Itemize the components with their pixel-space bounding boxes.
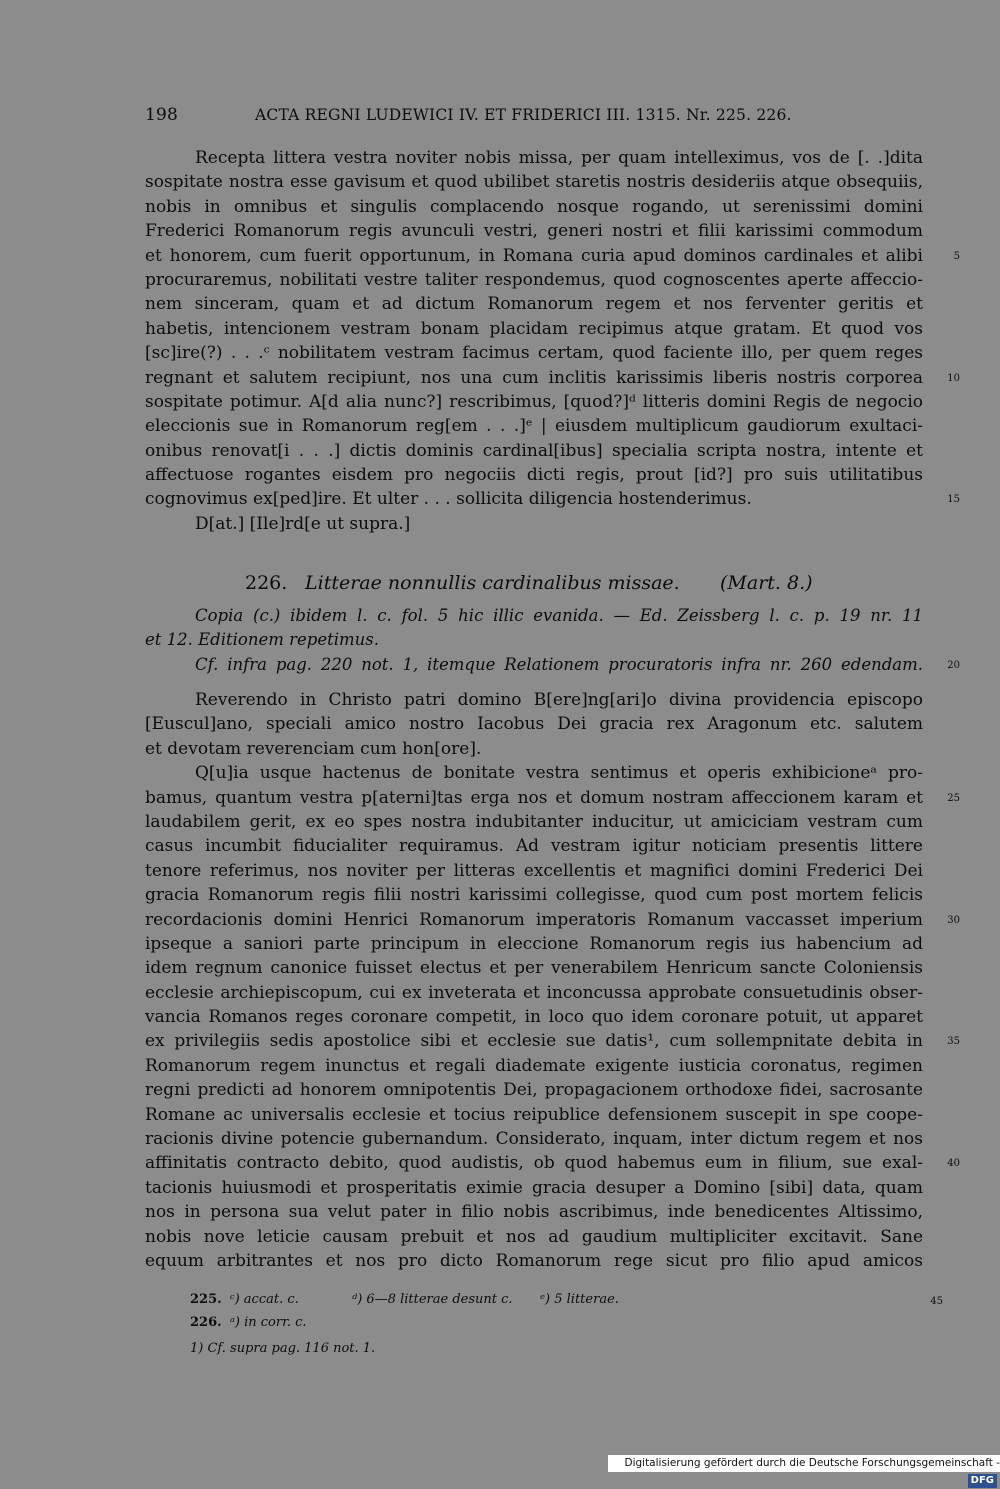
doc226-source-note [145, 604, 960, 677]
line-number: 15 [947, 494, 960, 506]
text-line: [Euscul]ano, speciali amico nostro Iacobus Dei gracia rex Aragonum etc. salutem [145, 714, 923, 735]
line-number: 40 [947, 1158, 960, 1170]
text-line: ipseque a saniori parte principum in eleccione Romanorum regis ius habencium ad [145, 933, 923, 954]
text-line: regni predicti ad honorem omnipotentis Dei, propagacionem orthodoxe fidei, sacrosante [145, 1080, 923, 1101]
text-line: nos in persona sua velut pater in filio nobis ascribimus, inde benedicentes Altissimo, [145, 1202, 923, 1223]
text-line: bamus, quantum vestra p[aterni]tas erga nos et domum nostram affeccionem karam et 25 [145, 786, 923, 810]
page-number: 198 [145, 105, 179, 125]
footnotes [190, 1288, 943, 1360]
line-number: 25 [947, 792, 960, 804]
text-line: affinitatis contracto debito, quod audistis, ob quod habemus eum in filium, sue exal- 40 [145, 1151, 923, 1175]
text-line: cognovimus ex[ped]ire. Et ulter . . . sollicita diligencia hostenderimus. 15 [145, 487, 923, 511]
text-line: casus incumbit fiducialiter requiramus. Ad vestram igitur noticiam presentis littere [145, 836, 923, 857]
doc225-text [145, 146, 960, 536]
funding-text: Digitalisierung gefördert durch die Deutsche Forschungsgemeinschaft - [624, 1457, 1000, 1469]
doc-title: Litterae nonnullis cardinalibus missae. [305, 572, 680, 594]
text-line: onibus renovat[i . . .] dictis dominis cardinal[ibus] specialia scripta nostra, intente et [145, 440, 923, 461]
text-line: nem sinceram, quam et ad dictum Romanorum regem et nos ferventer geritis et [145, 294, 923, 315]
source-line: Cf. infra pag. 220 not. 1, itemque Relationem procuratoris infra nr. 260 edendam. 20 [145, 653, 923, 677]
source-line: et 12. Editionem repetimus. [145, 630, 380, 650]
doc226-text [145, 688, 960, 1273]
text-line: ex privilegiis sedis apostolice sibi et ecclesie sue datis¹, cum sollempnitate debita in 35 [145, 1029, 923, 1053]
text-line: regnant et salutem recipiunt, nos una cum inclitis karissimis liberis nostris corporea 10 [145, 366, 923, 390]
footnote-line: 226. ᵃ) in corr. c. [190, 1315, 307, 1330]
text-line: idem regnum canonice fuisset electus et per venerabilem Henricum sancte Coloniensis [145, 958, 923, 979]
footnote-line: 1) Cf. supra pag. 116 not. 1. [190, 1341, 376, 1356]
line-number: 35 [947, 1036, 960, 1048]
text-line: tacionis huiusmodi et prosperitatis eximie gracia desuper a Domino [sibi] data, quam [145, 1177, 923, 1198]
text-line: vancia Romanos reges coronare competit, in loco quo idem coronare potuit, ut apparet [145, 1007, 923, 1028]
line-number: 5 [953, 250, 960, 262]
text-line: Q[u]ia usque hactenus de bonitate vestra sentimus et operis exhibicioneᵃ pro- [195, 763, 923, 784]
text-line: Romanorum regem inunctus et regali diademate exigente iusticia coronatus, regimen [145, 1055, 923, 1076]
running-title: ACTA REGNI LUDEWICI IV. ET FRIDERICI III. 1315. Nr. 225. 226. [255, 106, 792, 124]
line-number: 30 [947, 914, 960, 926]
text-line: Romane ac universalis ecclesie et tocius reipublice defensionem suscepit in spe coope- [145, 1104, 923, 1125]
text-line: recordacionis domini Henrici Romanorum imperatoris Romanum vaccasset imperium 30 [145, 908, 923, 932]
text-line: laudabilem gerit, ex eo spes nostra indubitanter inducitur, ut amiciciam vestram cum [145, 811, 923, 832]
dfg-logo: DFG [968, 1474, 997, 1488]
text-line: habetis, intencionem vestram bonam placidam recipimus atque gratam. Et quod vos [145, 318, 923, 339]
line-number: 10 [947, 372, 960, 384]
doc-number: 226. [245, 572, 288, 594]
text-line: Recepta littera vestra noviter nobis missa, per quam intelleximus, vos de [. .]dita [195, 148, 923, 168]
text-line: Frederici Romanorum regis avunculi vestri, generi nostri et filii karissimi commodum [145, 221, 923, 242]
doc-date: (Mart. 8.) [720, 572, 813, 594]
text-line: et devotam reverenciam cum hon[ore]. [145, 738, 482, 759]
text-line: [sc]ire(?) . . .ᶜ nobilitatem vestram facimus certam, quod faciente illo, per quem reges [145, 343, 923, 364]
text-line: tenore referimus, nos noviter per litteras excellentis et magnifici domini Frederici Dei [145, 860, 923, 881]
dating-line: D[at.] [Ile]rd[e ut supra.] [195, 513, 411, 534]
footnote-line: 225. ᶜ) accat. c. ᵈ) 6—8 litterae desunt c. ᵉ) 5 litterae. 45 [190, 1288, 923, 1311]
text-line: Reverendo in Christo patri domino B[ere]ng[ari]o divina providencia episcopo [195, 690, 923, 710]
text-line: procuraremus, nobilitati vestre taliter respondemus, quod cognoscentes aperte affeccio- [145, 269, 923, 290]
text-line: ecclesie archiepiscopum, cui ex inveterata et inconcussa approbate consuetudinis obser- [145, 982, 923, 1003]
text-line: racionis divine potencie gubernandum. Considerato, inquam, inter dictum regem et nos [145, 1129, 923, 1150]
text-line: affectuose rogantes eisdem pro negociis dicti regis, prout [id?] pro suis utilitatibus [145, 465, 923, 486]
text-line: nobis in omnibus et singulis complacendo nosque rogando, ut serenissimi domini [145, 196, 923, 217]
text-line: equum arbitrantes et nos pro dicto Romanorum rege sicut pro filio apud amicos [145, 1250, 923, 1271]
source-line: Copia (c.) ibidem l. c. fol. 5 hic illic evanida. — Ed. Zeissberg l. c. p. 19 nr. 11 [195, 606, 923, 625]
text-line: eleccionis sue in Romanorum reg[em . . .]ᵉ | eiusdem multiplicum gaudiorum exultaci- [145, 416, 923, 437]
line-number: 20 [947, 659, 960, 671]
text-line: et honorem, cum fuerit opportunum, in Romana curia apud dominos cardinales et alibi 5 [145, 244, 923, 268]
text-line: gracia Romanorum regis filii nostri karissimi collegisse, quod cum post mortem felicis [145, 885, 923, 906]
line-number: 45 [930, 1296, 943, 1307]
doc226-heading [145, 570, 923, 596]
text-line: sospitate potimur. A[d alia nunc?] rescribimus, [quod?]ᵈ litteris domini Regis de negocio [145, 391, 923, 412]
text-line: sospitate nostra esse gavisum et quod ubilibet staretis nostris desideriis atque obsequiis, [145, 172, 923, 193]
text-line: nobis nove leticie causam prebuit et nos ad gaudium multipliciter excitavit. Sane [145, 1226, 923, 1247]
funding-bar [608, 1455, 1000, 1486]
